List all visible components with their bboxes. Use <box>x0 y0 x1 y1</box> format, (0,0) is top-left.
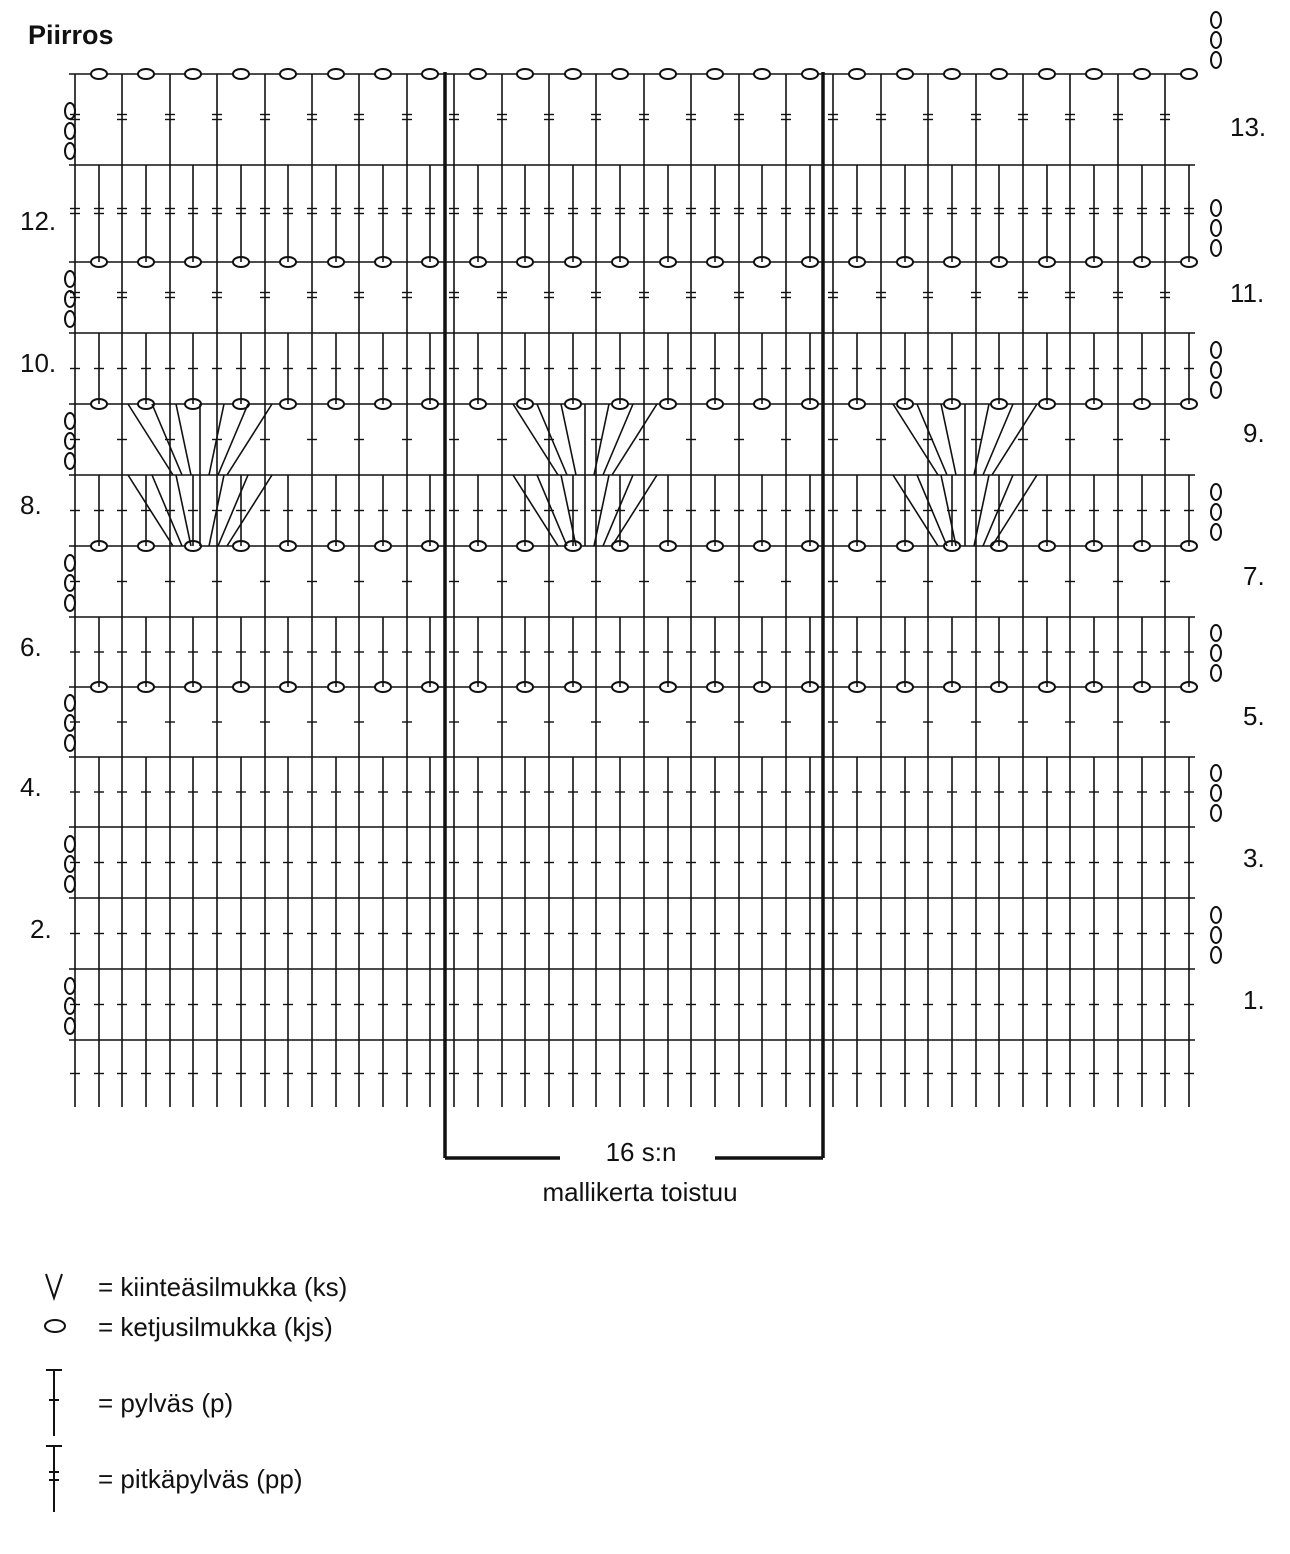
chain-oval <box>185 69 201 79</box>
turning-chain <box>65 453 75 469</box>
legend-text-dc: = pylväs (p) <box>98 1388 234 1418</box>
chain-oval <box>470 69 486 79</box>
turning-chain <box>65 291 75 307</box>
turning-chain <box>65 311 75 327</box>
row-label-5: 5. <box>1243 701 1265 731</box>
row-label-8: 8. <box>20 490 42 520</box>
turning-chain <box>65 978 75 994</box>
chain-oval <box>754 69 770 79</box>
turning-chain <box>65 998 75 1014</box>
dc-icon <box>40 1368 70 1438</box>
turning-chain <box>65 856 75 872</box>
turning-chain <box>1211 342 1221 358</box>
turning-chain <box>65 103 75 119</box>
turning-chain <box>65 555 75 571</box>
chain-oval <box>517 69 533 79</box>
chain-oval <box>280 69 296 79</box>
turning-chain <box>1211 240 1221 256</box>
turning-chain <box>65 271 75 287</box>
turning-chain <box>1211 32 1221 48</box>
turning-chain <box>1211 220 1221 236</box>
turning-chain <box>1211 645 1221 661</box>
turning-chain <box>1211 484 1221 500</box>
turning-chain <box>65 595 75 611</box>
chain-oval <box>91 69 107 79</box>
repeat-caption: mallikerta toistuu <box>542 1177 738 1207</box>
turning-chain <box>1211 765 1221 781</box>
turning-chain <box>1211 665 1221 681</box>
chain-oval <box>1181 69 1197 79</box>
chain-oval <box>565 69 581 79</box>
chain-oval <box>1134 69 1150 79</box>
row-label-10: 10. <box>20 348 57 378</box>
row-label-6: 6. <box>20 632 42 662</box>
chart-title: Piirros <box>28 20 114 50</box>
chain-oval <box>991 69 1007 79</box>
chain-oval <box>422 69 438 79</box>
row-label-9: 9. <box>1243 418 1265 448</box>
chain-oval <box>897 69 913 79</box>
turning-chain <box>65 575 75 591</box>
turning-chain <box>1211 504 1221 520</box>
turning-chain <box>65 1018 75 1034</box>
row-label-11: 11. <box>1230 278 1265 308</box>
chain-oval <box>138 69 154 79</box>
turning-chain <box>1211 785 1221 801</box>
legend-text-sc: = kiinteäsilmukka (ks) <box>98 1272 348 1302</box>
turning-chain <box>65 836 75 852</box>
oval-icon <box>40 1310 70 1346</box>
turning-chain <box>65 735 75 751</box>
chain-oval <box>233 69 249 79</box>
v-icon <box>40 1270 70 1306</box>
chain-oval <box>802 69 818 79</box>
chain-oval <box>612 69 628 79</box>
row-label-4: 4. <box>20 772 42 802</box>
turning-chain <box>1211 927 1221 943</box>
chain-oval <box>1086 69 1102 79</box>
legend-text-tr: = pitkäpylväs (pp) <box>98 1464 303 1494</box>
turning-chain <box>65 876 75 892</box>
tr-icon <box>40 1444 70 1514</box>
row-label-7: 7. <box>1243 561 1265 591</box>
turning-chain <box>1211 524 1221 540</box>
chain-oval <box>660 69 676 79</box>
turning-chain <box>1211 362 1221 378</box>
row-label-2: 2. <box>30 914 52 944</box>
row-label-12: 12. <box>20 206 57 236</box>
turning-chain <box>1211 907 1221 923</box>
row-label-13: 13. <box>1230 112 1267 142</box>
turning-chain <box>65 433 75 449</box>
chain-oval <box>707 69 723 79</box>
turning-chain <box>65 715 75 731</box>
chain-oval <box>1039 69 1055 79</box>
legend-text-ch: = ketjusilmukka (kjs) <box>98 1312 333 1342</box>
turning-chain <box>1211 200 1221 216</box>
turning-chain <box>1211 625 1221 641</box>
turning-chain <box>65 413 75 429</box>
turning-chain <box>1211 947 1221 963</box>
chain-oval <box>328 69 344 79</box>
row-label-3: 3. <box>1243 843 1265 873</box>
row-label-1: 1. <box>1243 985 1265 1015</box>
turning-chain <box>1211 805 1221 821</box>
turning-chain <box>1211 52 1221 68</box>
turning-chain <box>65 695 75 711</box>
chain-oval <box>944 69 960 79</box>
turning-chain <box>1211 12 1221 28</box>
repeat-stitch-count: 16 s:n <box>605 1137 677 1167</box>
turning-chain <box>65 123 75 139</box>
turning-chain <box>65 143 75 159</box>
chain-oval <box>849 69 865 79</box>
chain-oval <box>375 69 391 79</box>
turning-chain <box>1211 382 1221 398</box>
